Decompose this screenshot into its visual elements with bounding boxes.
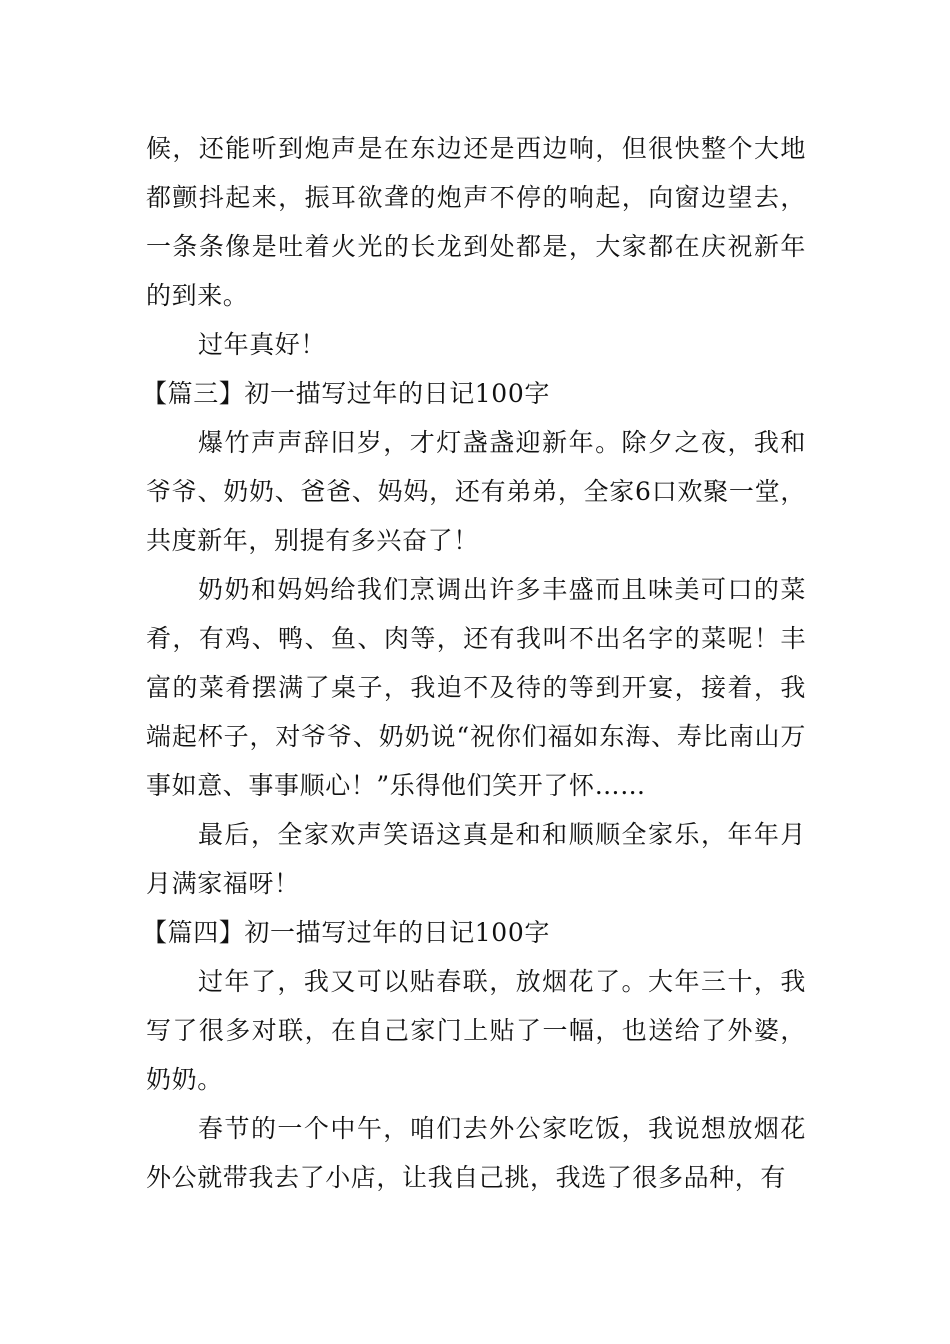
- document-body: [142, 124, 806, 1202]
- paragraph: 过年真好！: [198, 330, 327, 359]
- section-heading: 【篇四】初一描写过年的日记100字: [142, 918, 550, 947]
- paragraph: 爆竹声声辞旧岁，才灯盏盏迎新年。除夕之夜，我和爷爷、奶奶、爸爸、妈妈，还有弟弟，全家6口欢聚一堂，共度新年，别提有多兴奋了！: [146, 428, 806, 555]
- section-heading: 【篇三】初一描写过年的日记100字: [142, 379, 550, 408]
- paragraph: 奶奶和妈妈给我们烹调出许多丰盛而且味美可口的菜肴，有鸡、鸭、鱼、肉等，还有我叫不出名字的菜呢！丰富的菜肴摆满了桌子，我迫不及待的等到开宴，接着，我端起杯子，对爷爷、奶奶说“祝你们福如东海、寿比南山万事如意、事事顺心！”乐得他们笑开了怀……: [146, 575, 806, 800]
- paragraph-continuation: 候，还能听到炮声是在东边还是西边响，但很快整个大地都颤抖起来，振耳欲聋的炮声不停的响起，向窗边望去，一条条像是吐着火光的长龙到处都是，大家都在庆祝新年的到来。: [146, 134, 806, 310]
- paragraph: 春节的一个中午，咱们去外公家吃饭，我说想放烟花外公就带我去了小店，让我自己挑，我选了很多品种，有: [146, 1114, 806, 1192]
- paragraph: 最后，全家欢声笑语这真是和和顺顺全家乐，年年月月满家福呀！: [146, 820, 806, 898]
- paragraph: 过年了，我又可以贴春联，放烟花了。大年三十，我写了很多对联，在自己家门上贴了一幅，也送给了外婆，奶奶。: [146, 967, 806, 1094]
